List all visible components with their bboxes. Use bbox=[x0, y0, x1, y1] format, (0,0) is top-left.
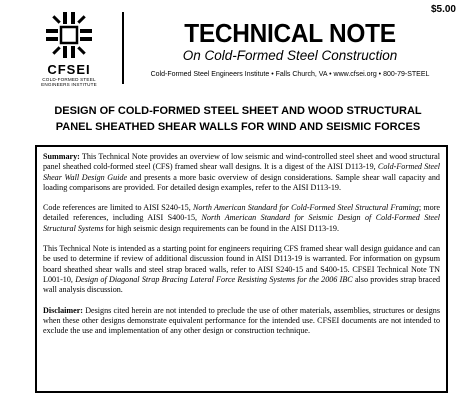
disclaimer-label: Disclaimer: bbox=[43, 305, 84, 315]
code-references-paragraph bbox=[43, 203, 440, 234]
contact-line: Cold-Formed Steel Engineers Institute • Falls Church, VA • www.cfsei.org • 800-79-STEEL bbox=[150, 71, 430, 78]
codes-standard-s400: North American Standard for Seismic Design of Cold-Formed Steel Structural Systems bbox=[43, 213, 440, 233]
document-title-line-1: DESIGN OF COLD-FORMED STEEL SHEET AND WOOD STRUCTURAL bbox=[54, 105, 422, 117]
logo-subtitle-line-2: ENGINEERS INSTITUTE bbox=[41, 82, 97, 88]
codes-standard-s240: North American Standard for Cold-Formed Steel Structural Framing bbox=[193, 203, 419, 213]
page-title: TECHNICAL NOTE bbox=[184, 18, 396, 48]
codes-text-1: Code references are limited to AISI S240-15, bbox=[43, 203, 194, 213]
codes-text-2: ; more detailed references, including AISI S400-15, bbox=[43, 203, 441, 223]
summary-text-1: This Technical Note provides an overview of low seismic and wind-controlled steel sheet and wood structural panel sheathed cold-formed steel (CFS) framed shear wall designs. It is a digest of the AISI D113-19, bbox=[43, 152, 440, 172]
summary-box bbox=[35, 145, 448, 393]
document-title-line-2: PANEL SHEATHED SHEAR WALLS FOR WIND AND SEISMIC FORCES bbox=[55, 121, 421, 133]
codes-text-3: for high seismic design requirements can be found in the AISI D113-19. bbox=[103, 223, 339, 233]
intent-tn-title: Design of Diagonal Strap Bracing Lateral Force Resisting Systems for the 2006 IBC bbox=[75, 274, 353, 284]
summary-paragraph bbox=[43, 152, 440, 193]
intent-text-2: also provides strap braced wall analysis discussion. bbox=[43, 274, 440, 295]
disclaimer-paragraph bbox=[43, 306, 440, 337]
page-subtitle: On Cold-Formed Steel Construction bbox=[182, 48, 398, 63]
logo-subtitle bbox=[26, 77, 112, 88]
document-title bbox=[20, 103, 456, 135]
summary-label: Summary: bbox=[43, 152, 80, 161]
logo-subtitle-line-1: COLD-FORMED STEEL bbox=[42, 77, 96, 82]
intent-paragraph bbox=[43, 244, 440, 295]
cfsei-emblem-icon bbox=[42, 10, 96, 60]
summary-text-2: and presents a more basic overview of design considerations. Sample shear wall capacity and loading comparisons are provided. For detailed design examples, refer to the AISI D113-19. bbox=[43, 172, 440, 192]
intent-text-1: This Technical Note is intended as a starting point for engineers requiring CFS framed shear wall design guidance and can be used to determine if review of additional discussion found in AISI D113-19 is warranted. For information on gypsum board sheathed shear walls and steel strap braced walls, refer to AISI S240-15 and S400-15. CFSEI Technical Note TN L001-10, bbox=[43, 244, 440, 284]
disclaimer-text: Designs cited herein are not intended to preclude the use of other materials, assemblies, structures or designs when these other designs demonstrate equivalent performance for the intended use. CFSEI documents are not intended to exclude the use and implementation of any other design or construction technique. bbox=[43, 305, 440, 336]
logo-name: CFSEI bbox=[47, 62, 91, 77]
cfsei-logo bbox=[26, 10, 112, 86]
summary-guide-title: Cold-Formed Steel Shear Wall Design Guide bbox=[43, 162, 440, 182]
price-label: $5.00 bbox=[430, 4, 456, 15]
